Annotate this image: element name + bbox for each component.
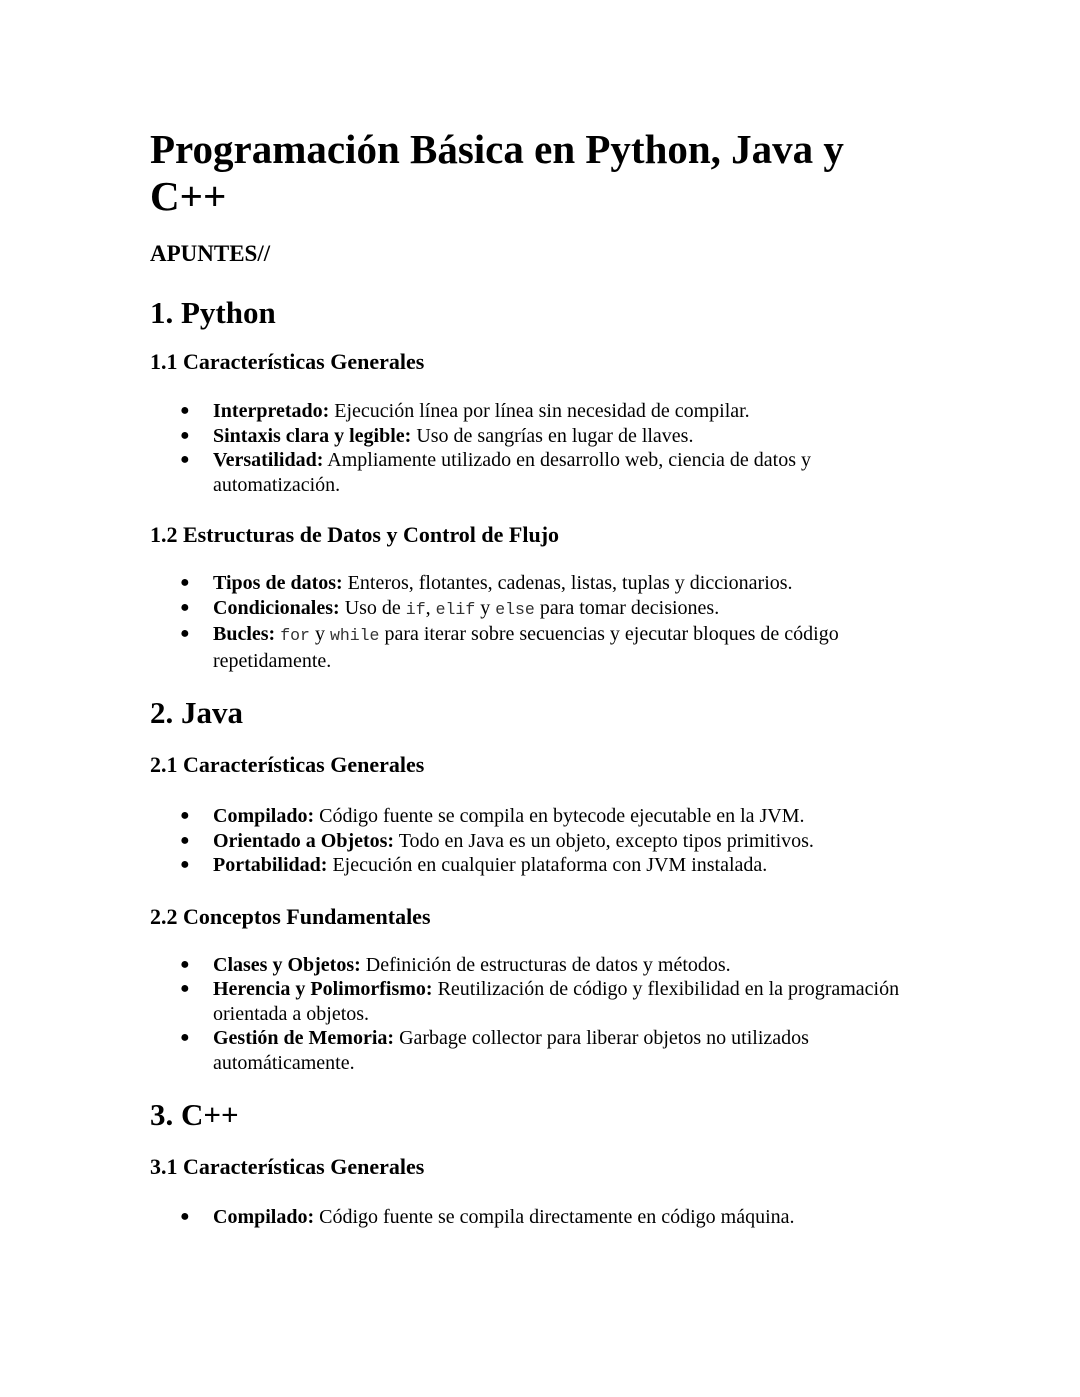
list-item: ● Herencia y Polimorfismo: Reutilización de código y flexibilidad en la programación orientada a objetos. xyxy=(180,978,900,1025)
subsection-heading: 2.1 Características Generales xyxy=(150,752,425,777)
document-page xyxy=(150,126,910,1230)
bullet-icon: ● xyxy=(180,451,190,468)
bullet-icon: ● xyxy=(180,625,190,642)
code-keyword: for xyxy=(280,626,310,645)
list-item: ● Condicionales: Uso de if, elif y else para tomar decisiones. xyxy=(180,596,720,619)
list-item: ● Compilado: Código fuente se compila en bytecode ejecutable en la JVM. xyxy=(180,805,805,827)
section-heading-cpp: 3. C++ xyxy=(150,1097,239,1132)
subsection-heading: 1.2 Estructuras de Datos y Control de Flujo xyxy=(150,522,560,547)
list-item: ● Tipos de datos: Enteros, flotantes, cadenas, listas, tuplas y diccionarios. xyxy=(180,572,793,594)
subsection-heading: 3.1 Características Generales xyxy=(150,1154,425,1179)
bullet-icon: ● xyxy=(180,1029,190,1046)
section-heading-java: 2. Java xyxy=(150,695,243,730)
list-item: ● Compilado: Código fuente se compila directamente en código máquina. xyxy=(180,1206,795,1228)
code-keyword: while xyxy=(329,626,380,645)
bullet-icon: ● xyxy=(180,1208,190,1225)
code-keyword: elif xyxy=(435,599,476,619)
list-item: ● Orientado a Objetos: Todo en Java es un objeto, excepto tipos primitivos. xyxy=(180,829,814,852)
list-item: ● Sintaxis clara y legible: Uso de sangrías en lugar de llaves. xyxy=(180,424,694,447)
bullet-icon: ● xyxy=(180,807,190,824)
list-item: ● Bucles: for y while para iterar sobre secuencias y ejecutar bloques de código repetidamente. xyxy=(180,623,839,672)
bullet-list xyxy=(150,399,910,497)
bullet-icon: ● xyxy=(180,402,190,419)
bullet-icon: ● xyxy=(180,426,190,444)
bullet-icon: ● xyxy=(180,598,190,616)
subsection-heading: 2.2 Conceptos Fundamentales xyxy=(150,903,431,929)
bullet-icon: ● xyxy=(180,955,190,973)
list-item: ● Gestión de Memoria: Garbage collector para liberar objetos no utilizados automáticamente. xyxy=(180,1027,809,1074)
bullet-icon: ● xyxy=(180,574,190,591)
bullet-list xyxy=(150,571,910,673)
bullet-list xyxy=(150,1205,910,1230)
bullet-icon: ● xyxy=(180,980,190,997)
document-subtitle: APUNTES// xyxy=(150,241,271,266)
list-item: ● Clases y Objetos: Definición de estructuras de datos y métodos. xyxy=(180,953,731,976)
bullet-icon: ● xyxy=(180,831,190,849)
bullet-list xyxy=(150,953,910,1076)
code-keyword: else xyxy=(495,599,535,619)
code-keyword: if xyxy=(405,599,426,619)
list-item: ● Versatilidad: Ampliamente utilizado en desarrollo web, ciencia de datos y automatización. xyxy=(180,449,812,496)
document-title: Programación Básica en Python, Java y C++ xyxy=(150,126,844,219)
bullet-list xyxy=(150,804,910,878)
bullet-icon: ● xyxy=(180,856,190,873)
list-item: ● Portabilidad: Ejecución en cualquier plataforma con JVM instalada. xyxy=(180,854,768,876)
subsection-heading: 1.1 Características Generales xyxy=(150,349,425,374)
section-heading-python: 1. Python xyxy=(150,295,276,330)
list-item: ● Interpretado: Ejecución línea por línea sin necesidad de compilar. xyxy=(180,400,750,422)
